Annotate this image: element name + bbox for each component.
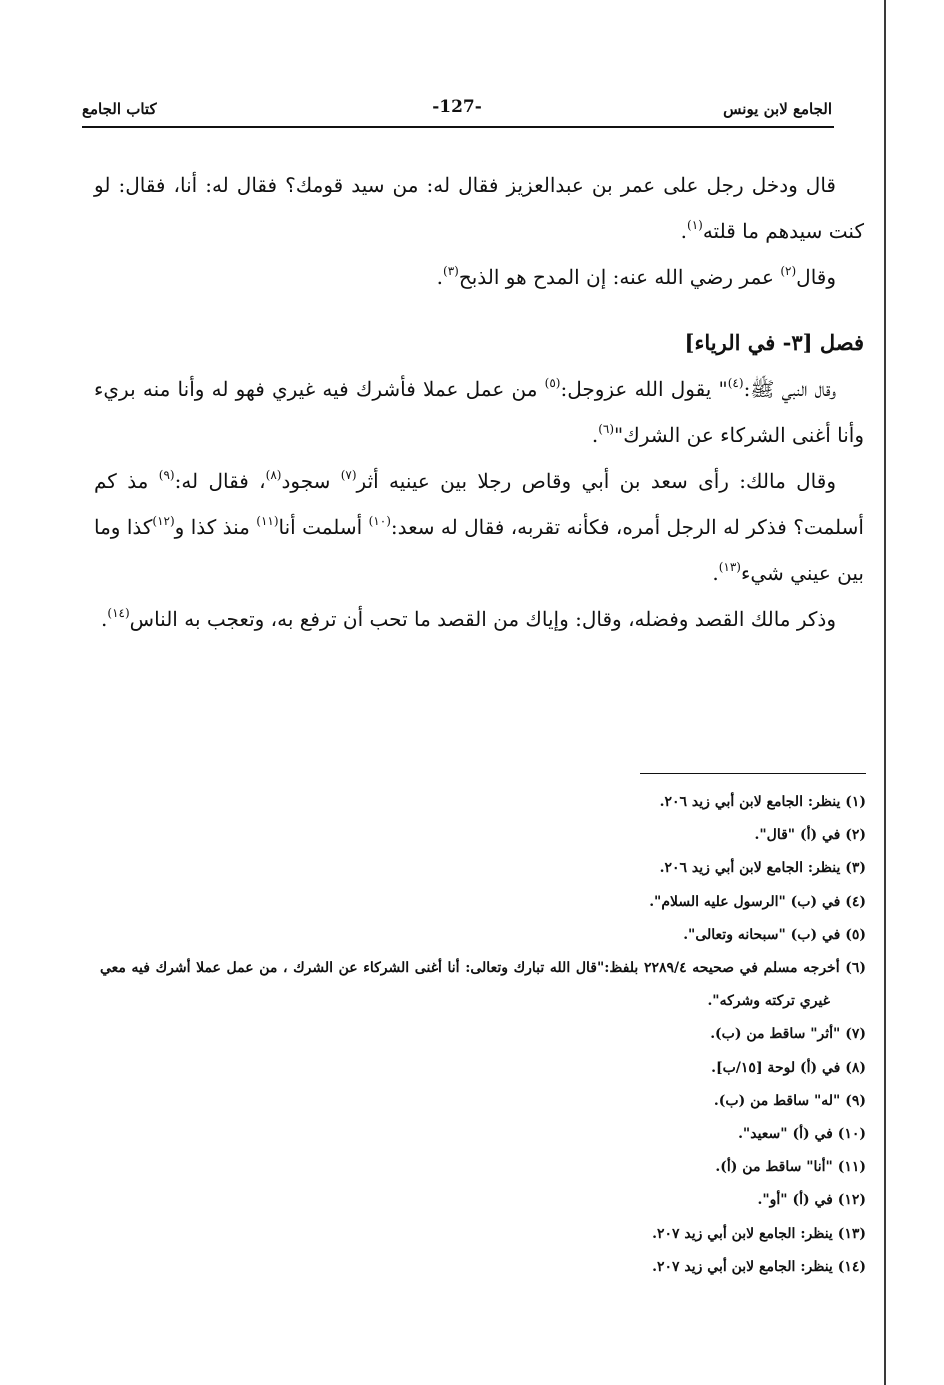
footnote: (١) ينظر: الجامع لابن أبي زيد ٢٠٦. (659, 794, 866, 810)
text-run: . (712, 561, 719, 585)
footnote-marker: (١٠) (368, 514, 391, 528)
text-run: وقال (796, 265, 836, 289)
text-run: . (101, 607, 108, 631)
footnote: (٤) في (ب) "الرسول عليه السلام". (649, 893, 866, 910)
page-number: -127- (432, 97, 482, 117)
text-run: مذ كم أسلمت؟ فذكر له الرجل أمره، فكأنه تقربه، فقال له سعد: (94, 469, 864, 539)
footnotes-list (100, 786, 866, 1284)
text-run: . (680, 219, 687, 243)
text-run: وقال مالك: رأى سعد بن أبي وقاص رجلا بين عينيه أثر (356, 469, 836, 493)
text-run: وذكر مالك القصد وفضله، وقال: وإياك من القصد ما تحب أن ترفع به، وتعجب به الناس (129, 607, 836, 631)
text-run: . (436, 265, 443, 289)
footnote-marker: (١٢) (152, 514, 175, 528)
text-run: كذا وما بين عيني شيء (94, 515, 864, 585)
footnote-marker: (٣) (443, 264, 459, 278)
header-chapter-title: كتاب الجامع (82, 100, 157, 118)
footnote: (٢) في (أ) "قال". (754, 827, 866, 844)
footnote-marker: (٤) (727, 376, 744, 390)
footnote-separator (640, 773, 866, 774)
page-edge-line (884, 0, 886, 1385)
paragraph (94, 162, 864, 254)
text-run: وقال النبي ﷺ: (743, 377, 837, 401)
footnote: (١١) "أنا" ساقط من (أ). (715, 1159, 866, 1176)
text-run: أسلمت أنا (278, 515, 369, 539)
footnote: (١٣) ينظر: الجامع لابن أبي زيد ٢٠٧. (652, 1225, 866, 1242)
footnote-marker: (٢) (780, 264, 797, 278)
footnote: (٨) في (أ) لوحة [١٥/ب]. (711, 1059, 866, 1076)
text-run: عمر رضي الله عنه: إن المدح هو الذبح (458, 265, 781, 289)
header-book-title: الجامع لابن يونس (723, 100, 832, 118)
footnote-marker: (٦) (598, 422, 615, 436)
section-heading: فصل [٣- في الرياء] (684, 330, 864, 355)
text-run: " يقول الله عزوجل: (560, 377, 728, 401)
footnote-marker: (١١) (256, 514, 279, 528)
footnote-marker: (٩) (158, 468, 175, 482)
main-text (94, 162, 864, 642)
text-run: ، فقال له: (174, 469, 266, 493)
footnote-marker: (٧) (340, 468, 357, 482)
footnote: (١٤) ينظر: الجامع لابن أبي زيد ٢٠٧. (652, 1258, 866, 1275)
footnote: (٣) ينظر: الجامع لابن أبي زيد ٢٠٦. (659, 860, 866, 877)
footnote: (٧) "أثر" ساقط من (ب). (710, 1026, 866, 1043)
header-rule (82, 126, 834, 128)
text-run: سجود (281, 469, 341, 493)
paragraph (94, 366, 864, 458)
footnote: (٥) في (ب) "سبحانه وتعالى". (683, 926, 866, 943)
paragraph (94, 596, 864, 642)
text-run: منذ كذا و (174, 515, 257, 539)
paragraph (94, 458, 864, 596)
footnote-marker: (٨) (265, 468, 282, 482)
footnote: (١٢) في (أ) "أو". (757, 1192, 866, 1209)
text-run: . (591, 423, 599, 447)
text-run: من عمل عملا فأشرك فيه غيري فهو له وأنا منه بريء وأنا أغنى الشركاء عن الشرك" (94, 377, 864, 447)
footnote-marker: (٥) (544, 376, 561, 390)
footnote: (٦) أخرجه مسلم في صحيحه ٢٢٨٩/٤ بلفظ:"قال الله تبارك وتعالى: أنا أغنى الشركاء عن الشرك ، من عمل عملا أشرك فيه معي غيري تركته وشركه". (100, 960, 866, 1010)
text-run: قال ودخل رجل على عمر بن عبدالعزيز فقال له: من سيد قومك؟ فقال له: أنا، فقال: لو كنت سيدهم ما قلته (94, 173, 864, 243)
footnote-marker: (١٤) (107, 606, 130, 620)
footnote-marker: (١٣) (718, 560, 741, 574)
running-header (82, 96, 832, 126)
footnote: (١٠) في (أ) "سعيد". (738, 1126, 866, 1143)
footnote-marker: (١) (687, 218, 703, 232)
paragraph (94, 254, 864, 300)
footnote: (٩) "له" ساقط من (ب). (713, 1092, 866, 1109)
